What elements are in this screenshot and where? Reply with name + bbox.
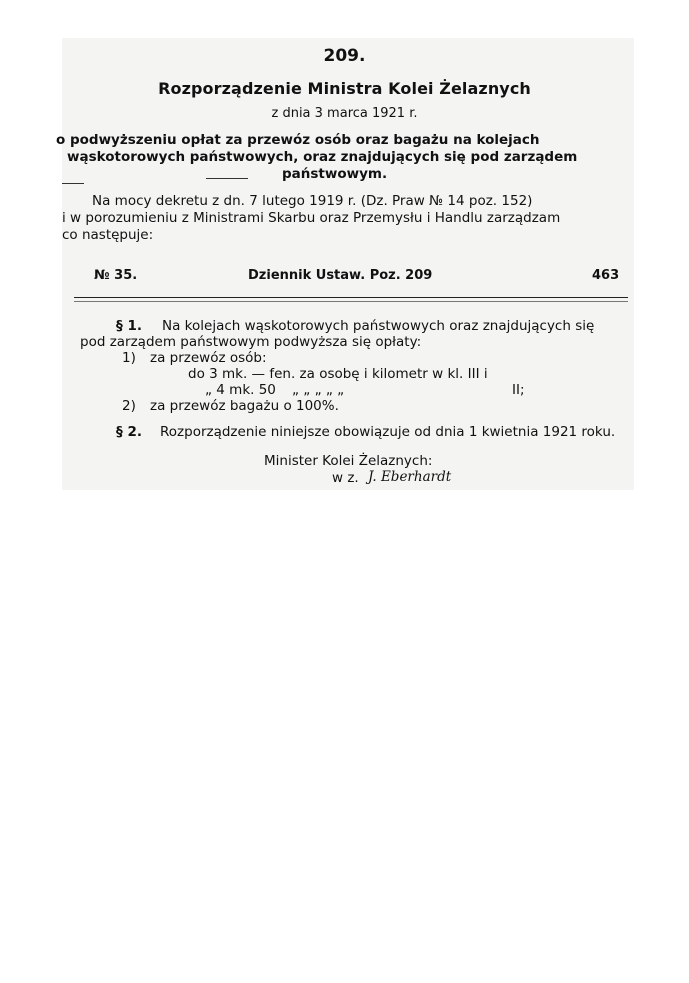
section-1-line-2: pod zarządem państwowym podwyższa się opłaty: (80, 334, 422, 350)
preamble-line-2: i w porozumieniu z Ministrami Skarbu oraz Przemysłu i Handlu zarządzam (62, 210, 561, 226)
stray-mark (206, 178, 248, 179)
subject-line-1: o podwyższeniu opłat za przewóz osób oraz bagażu na kolejach (56, 132, 540, 148)
act-date: z dnia 3 marca 1921 r. (271, 106, 418, 121)
subject-line-2: wąskotorowych państwowych, oraz znajdujących się pod zarządem (67, 149, 578, 165)
header-rule (74, 297, 628, 298)
page-number: 463 (592, 268, 620, 283)
header-rule-thin (74, 301, 628, 302)
signature-name: J. Eberhardt (368, 469, 452, 485)
section-2-mark: § 2. (116, 424, 142, 440)
issue-number: № 35. (94, 268, 138, 283)
act-number: 209. (323, 46, 366, 66)
rate-line-2-amount: „ 4 mk. 50 (205, 382, 276, 398)
section-1-line-1: Na kolejach wąskotorowych państwowych oraz znajdujących się (162, 318, 595, 334)
section-2-text: Rozporządzenie niniejsze obowiązuje od dnia 1 kwietnia 1921 roku. (160, 424, 616, 440)
preamble-line-1: Na mocy dekretu z dn. 7 lutego 1919 r. (Dz. Praw № 14 poz. 152) (92, 193, 533, 209)
rate-line-2-ditto: „ „ „ „ „ (292, 382, 345, 398)
signature-prefix: w z. (332, 470, 359, 486)
item-1-text: za przewóz osób: (150, 350, 267, 366)
rate-line-2-class: II; (512, 382, 525, 398)
item-2-label: 2) (122, 398, 136, 414)
rate-line-1: do 3 mk. — fen. za osobę i kilometr w kl. III i (188, 366, 488, 382)
item-1-label: 1) (122, 350, 136, 366)
act-title: Rozporządzenie Ministra Kolei Żelaznych (158, 79, 531, 98)
journal-name: Dziennik Ustaw. Poz. 209 (248, 268, 433, 283)
item-2-text: za przewóz bagażu o 100%. (150, 398, 339, 414)
subject-line-3: państwowym. (282, 166, 388, 182)
stray-mark (62, 183, 84, 184)
preamble-line-3: co następuje: (62, 227, 154, 243)
section-1-mark: § 1. (116, 318, 142, 334)
signature-title: Minister Kolei Żelaznych: (264, 453, 433, 469)
